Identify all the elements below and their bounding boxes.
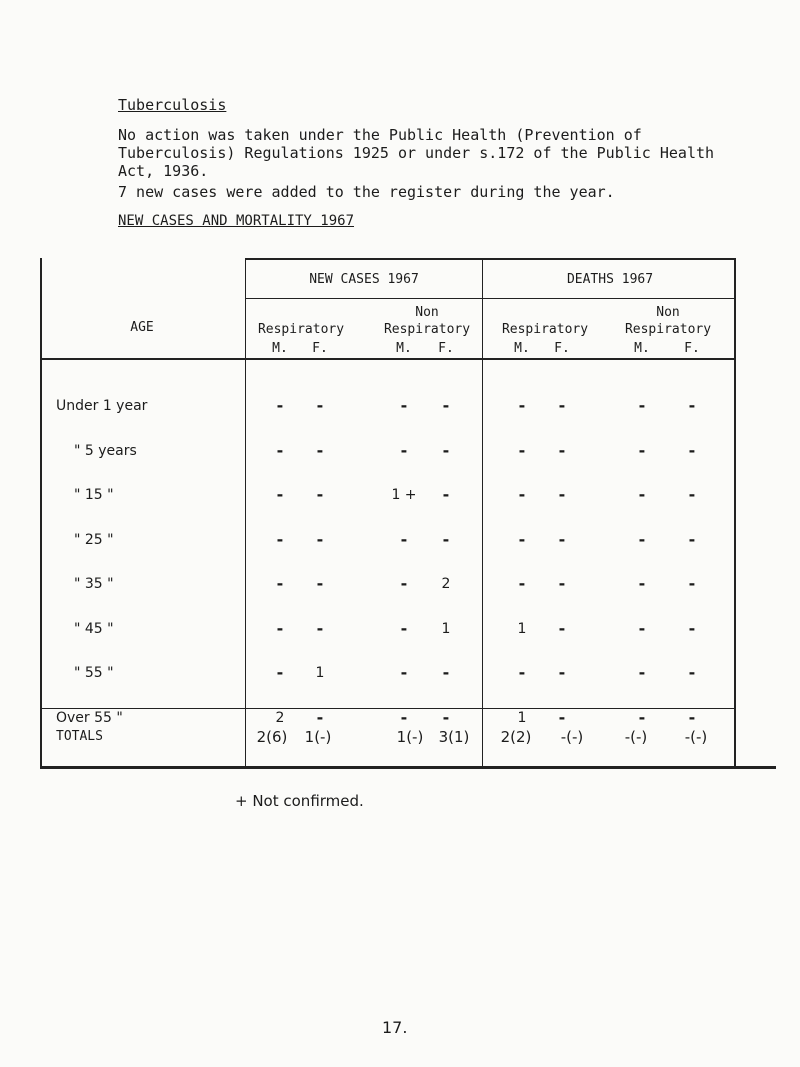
footnote: + Not confirmed. xyxy=(235,792,364,810)
table-cell: - xyxy=(638,618,646,638)
table-cell: 1 xyxy=(517,620,527,637)
table-cell: 1 xyxy=(315,665,325,681)
table-cell: - xyxy=(638,707,646,727)
page-number: 17. xyxy=(382,1018,408,1037)
sex-header: M. xyxy=(396,341,412,356)
age-header: AGE xyxy=(130,320,154,335)
table-cell: - xyxy=(316,707,324,727)
sex-header: M. xyxy=(634,341,650,356)
sex-header: F. xyxy=(312,341,328,356)
totals-divider xyxy=(40,708,736,709)
table-cell: - xyxy=(638,440,646,460)
table-cell: - xyxy=(558,707,566,727)
table-cell: - xyxy=(442,707,450,727)
group-column-divider xyxy=(482,258,483,768)
table-cell: - xyxy=(442,485,450,504)
table-cell: - xyxy=(400,618,408,638)
table-cell: - xyxy=(276,396,284,415)
table-cell: - xyxy=(316,485,324,504)
totals-cell: 2(2) xyxy=(500,728,532,746)
table-cell: - xyxy=(518,529,526,549)
table-cell: - xyxy=(276,529,284,549)
table-cell: - xyxy=(316,440,324,460)
table-cell: - xyxy=(400,529,408,549)
sex-header: M. xyxy=(272,341,288,356)
table-cell: - xyxy=(442,663,450,682)
new-cases-statement: 7 new cases were added to the register during the year. xyxy=(118,183,615,201)
table-cell: - xyxy=(400,440,408,460)
table-cell: - xyxy=(558,485,566,504)
table-cell: - xyxy=(276,574,284,593)
table-cell: - xyxy=(638,663,646,682)
header-divider xyxy=(40,358,736,360)
table-cell: - xyxy=(400,707,408,727)
table-cell: - xyxy=(400,396,408,415)
table-cell: 1 xyxy=(441,620,451,637)
table-cell: - xyxy=(688,663,696,682)
table-cell: - xyxy=(518,485,526,504)
table-cell: - xyxy=(442,529,450,549)
totals-cell: 1(-) xyxy=(304,728,332,746)
table-cell: - xyxy=(558,529,566,549)
table-cell: - xyxy=(638,574,646,593)
table-cell: - xyxy=(688,574,696,593)
table-cell: - xyxy=(688,618,696,638)
table-cell: 1 + xyxy=(391,487,417,503)
table-cell: - xyxy=(316,574,324,593)
tuberculosis-table xyxy=(40,258,776,770)
table-cell: - xyxy=(518,440,526,460)
sex-header: F. xyxy=(684,341,700,356)
table-cell: - xyxy=(558,663,566,682)
table-border-right xyxy=(734,258,736,768)
death-respiratory-header: Respiratory xyxy=(501,322,589,337)
deaths-header: DEATHS 1967 xyxy=(566,272,654,287)
table-cell: - xyxy=(276,440,284,460)
age-label: Over 55 " xyxy=(56,709,123,726)
table-cell: - xyxy=(400,663,408,682)
age-label: " 55 " xyxy=(74,665,114,681)
table-cell: - xyxy=(442,440,450,460)
totals-label: TOTALS xyxy=(56,729,103,744)
regulations-paragraph: No action was taken under the Public Health (Prevention of Tuberculosis) Regulations 1925 or under s.172 of the Public Health Act, 1936. xyxy=(118,126,715,180)
table-cell: - xyxy=(518,574,526,593)
table-border-bottom xyxy=(40,766,776,769)
table-cell: - xyxy=(276,485,284,504)
table-cell: - xyxy=(316,618,324,638)
table-cell: 1 xyxy=(517,709,527,726)
death-nonrespiratory-header: Non Respiratory xyxy=(624,305,712,337)
table-cell: 2 xyxy=(441,576,451,592)
table-border-left xyxy=(40,258,42,768)
age-label: Under 1 year xyxy=(56,398,148,414)
age-label: " 45 " xyxy=(74,620,114,637)
table-cell: - xyxy=(688,707,696,727)
new-respiratory-header: Respiratory xyxy=(257,322,345,337)
sex-header: F. xyxy=(438,341,454,356)
table-cell: - xyxy=(316,396,324,415)
table-cell: - xyxy=(400,574,408,593)
table-cell: - xyxy=(276,663,284,682)
group-header-divider xyxy=(245,298,735,299)
totals-cell: 2(6) xyxy=(256,728,288,746)
table-heading: NEW CASES AND MORTALITY 1967 xyxy=(118,213,355,229)
table-cell: - xyxy=(688,440,696,460)
age-label: " 15 " xyxy=(74,487,114,503)
table-cell: - xyxy=(442,396,450,415)
age-column-divider xyxy=(245,258,246,768)
table-cell: - xyxy=(558,440,566,460)
table-cell: - xyxy=(688,485,696,504)
table-cell: - xyxy=(688,396,696,415)
totals-cell: 3(1) xyxy=(438,728,470,746)
age-label: " 35 " xyxy=(74,576,114,592)
new-cases-header: NEW CASES 1967 xyxy=(309,272,419,287)
table-cell: - xyxy=(558,396,566,415)
table-cell: - xyxy=(558,574,566,593)
totals-cell: -(-) xyxy=(560,728,584,746)
table-cell: - xyxy=(638,396,646,415)
new-nonrespiratory-header: Non Respiratory xyxy=(383,305,471,337)
table-cell: 2 xyxy=(275,709,285,726)
table-cell: - xyxy=(316,529,324,549)
totals-cell: 1(-) xyxy=(396,728,424,746)
table-border-top xyxy=(245,258,735,260)
page-title: Tuberculosis xyxy=(118,96,227,114)
table-cell: - xyxy=(688,529,696,549)
sex-header: F. xyxy=(554,341,570,356)
table-cell: - xyxy=(276,618,284,638)
table-cell: - xyxy=(518,663,526,682)
table-cell: - xyxy=(638,529,646,549)
totals-cell: -(-) xyxy=(624,728,648,746)
table-cell: - xyxy=(518,396,526,415)
age-label: " 5 years xyxy=(74,442,137,459)
sex-header: M. xyxy=(514,341,530,356)
table-cell: - xyxy=(638,485,646,504)
totals-cell: -(-) xyxy=(684,728,708,746)
age-label: " 25 " xyxy=(74,531,114,548)
table-cell: - xyxy=(558,618,566,638)
